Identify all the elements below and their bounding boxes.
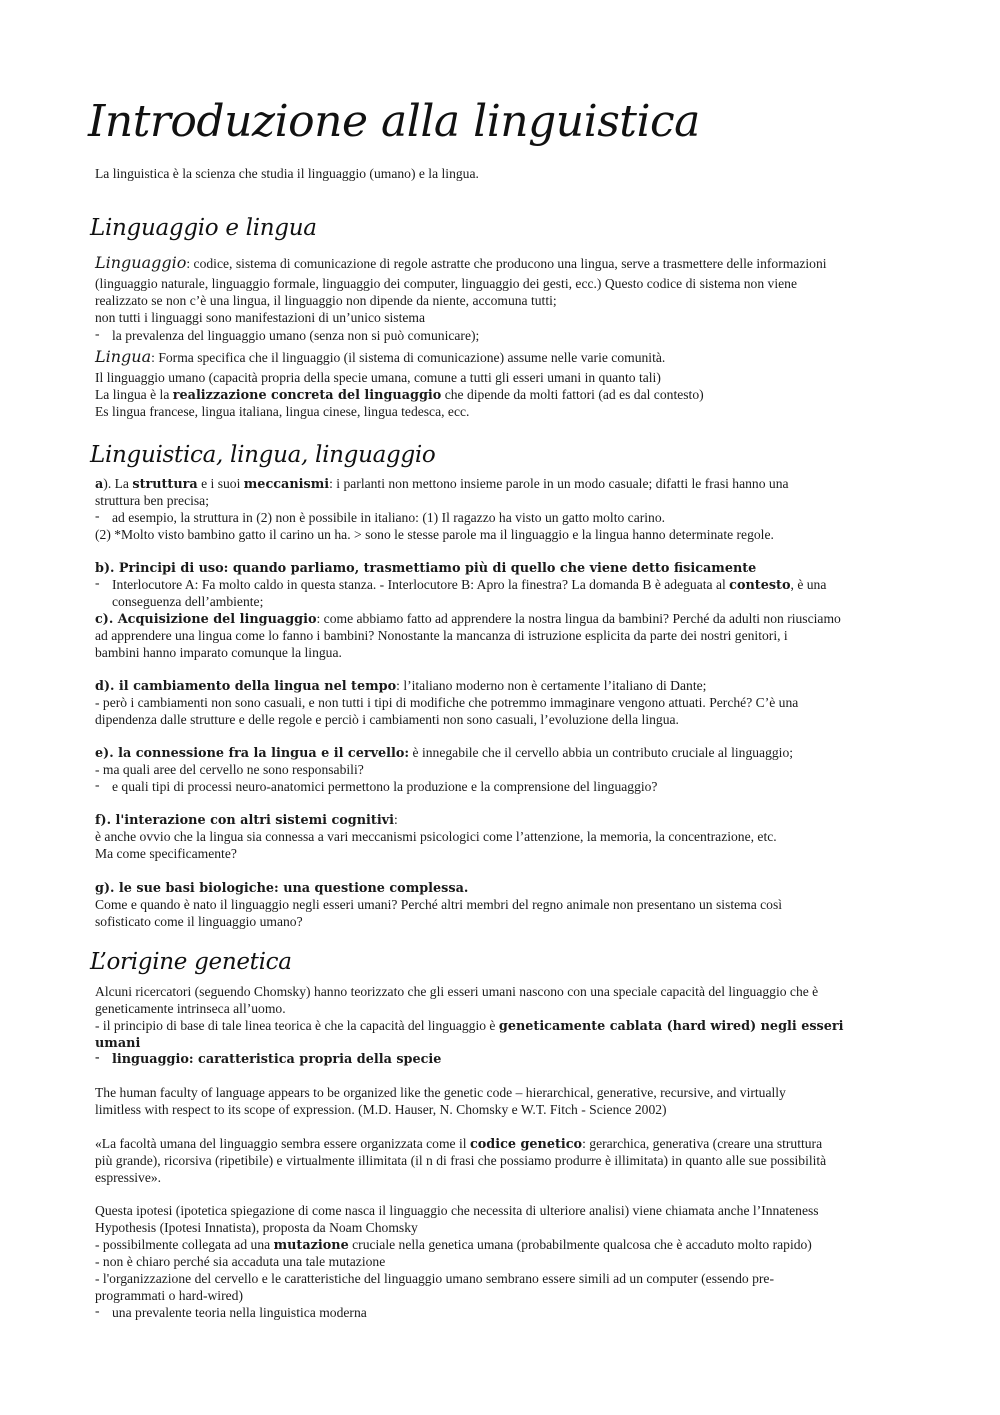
paragraph-line: (linguaggio naturale, linguaggio formale, linguaggio dei computer, linguaggio dei gesti, ecc.) Questo codice di sistema non viene: [95, 276, 797, 291]
paragraph-line: - però i cambiamenti non sono casuali, e non tutti i tipi di modifiche che potremmo immaginare vengono attuati. Perché? C’è una: [95, 695, 799, 710]
bullet-text: Interlocutore A: Fa molto caldo in questa stanza. - Interlocutore B: Apro la finestra? La domanda B è adeguata al contesto, è una: [112, 577, 827, 593]
paragraph-line: più grande), ricorsiva (ripetibile) e virtualmente illimitata (il n di frasi che possiamo produrre è illimitata) in quanto alle sue possibilità: [95, 1153, 827, 1168]
paragraph-line: Il linguaggio umano (capacità propria della specie umana, comune a tutti gli esseri umani in quanto tali): [95, 370, 661, 385]
section-heading-origine-genetica: L’origine genetica: [90, 949, 292, 975]
paragraph-line: Hypothesis (Ipotesi Innatista), proposta da Noam Chomsky: [95, 1220, 418, 1235]
paragraph-line: - ma quali aree del cervello ne sono responsabili?: [95, 762, 364, 777]
paragraph-line: non tutti i linguaggi sono manifestazioni di un’unico sistema: [95, 310, 425, 325]
intro-text: La linguistica è la scienza che studia il linguaggio (umano) e la lingua.: [95, 166, 479, 181]
bullet-dash: -: [95, 1303, 100, 1318]
bullet-text: e quali tipi di processi neuro-anatomici permettono la produzione e la comprensione del linguaggio?: [112, 779, 658, 794]
paragraph-line: - non è chiaro perché sia accaduta una tale mutazione: [95, 1254, 386, 1269]
paragraph-line: Es lingua francese, lingua italiana, lingua cinese, lingua tedesca, ecc.: [95, 404, 470, 419]
bullet-text: linguaggio: caratteristica propria della specie: [112, 1052, 442, 1067]
paragraph-line: The human faculty of language appears to be organized like the genetic code – hierarchical, generative, recursive, and virtually: [95, 1085, 786, 1100]
bullet-dash: -: [95, 777, 100, 792]
paragraph-line: - il principio di base di tale linea teorica è che la capacità del linguaggio è geneticamente cablata (hard wired) negli esseri: [95, 1018, 844, 1034]
paragraph-line: b). Principi di uso: quando parliamo, trasmettiamo più di quello che viene detto fisicamente: [95, 561, 757, 576]
paragraph-line: «La facoltà umana del linguaggio sembra essere organizzata come il codice genetico: gerarchica, generativa (creare una struttura: [95, 1136, 823, 1152]
paragraph-line: Lingua: Forma specifica che il linguaggio (il sistema di comunicazione) assume nelle varie comunità.: [95, 347, 666, 366]
paragraph-line: ad apprendere una lingua come lo fanno i bambini? Nonostante la mancanza di istruzione esplicita da parte dei nostri genitori, i: [95, 628, 788, 643]
section-heading-linguistica: Linguistica, lingua, linguaggio: [90, 442, 436, 468]
bullet-text: ad esempio, la struttura in (2) non è possibile in italiano: (1) Il ragazzo ha visto un gatto molto carino.: [112, 510, 666, 525]
paragraph-line: d). il cambiamento della lingua nel tempo: l’italiano moderno non è certamente l’italiano di Dante;: [95, 678, 707, 694]
bullet-dash: -: [95, 575, 100, 590]
paragraph-line: bambini hanno imparato comunque la lingua.: [95, 645, 342, 660]
paragraph-line: programmati o hard-wired): [95, 1288, 243, 1303]
bullet-dash: -: [95, 1049, 100, 1064]
bullet-dash: -: [95, 326, 100, 341]
paragraph-line: c). Acquisizione del linguaggio: come abbiamo fatto ad apprendere la nostra lingua da bambini? Perché da adulti non riusciamo: [95, 611, 841, 627]
paragraph-line: (2) *Molto visto bambino gatto il carino un ha. > sono le stesse parole ma il linguaggio e la lingua hanno determinate regole.: [95, 527, 774, 542]
paragraph-line: dipendenza dalle strutture e delle regole e perciò i cambiamenti non sono casuali, l’evoluzione della lingua.: [95, 712, 679, 727]
paragraph-line: - l'organizzazione del cervello e le caratteristiche del linguaggio umano sembrano essere simili ad un computer (essendo pre-: [95, 1271, 774, 1286]
paragraph-line: struttura ben precisa;: [95, 493, 209, 508]
bullet-text: una prevalente teoria nella linguistica moderna: [112, 1305, 367, 1320]
paragraph-line: umani: [95, 1036, 141, 1051]
section-heading-linguaggio-lingua: Linguaggio e lingua: [90, 215, 317, 241]
paragraph-line: Alcuni ricercatori (seguendo Chomsky) hanno teorizzato che gli esseri umani nascono con una speciale capacità del linguaggio che è: [95, 984, 819, 999]
bullet-text: conseguenza dell’ambiente;: [112, 594, 264, 609]
paragraph-line: è anche ovvio che la lingua sia connessa a vari meccanismi psicologici come l’attenzione, la memoria, la concentrazione, etc.: [95, 829, 777, 844]
term-lingua: Lingua: [95, 347, 152, 366]
page-title: Introduzione alla linguistica: [88, 96, 700, 147]
paragraph-line: limitless with respect to its scope of expression. (M.D. Hauser, N. Chomsky e W.T. Fitch - Science 2002): [95, 1102, 667, 1117]
paragraph-line: Questa ipotesi (ipotetica spiegazione di come nasca il linguaggio che necessita di ulteriore analisi) viene chiamata anche l’Innateness: [95, 1203, 819, 1218]
paragraph-line: g). le sue basi biologiche: una questione complessa.: [95, 881, 469, 896]
paragraph-line: e). la connessione fra la lingua e il cervello: è innegabile che il cervello abbia un contributo cruciale al linguaggio;: [95, 745, 794, 761]
paragraph-line: Come e quando è nato il linguaggio negli esseri umani? Perché altri membri del regno animale non presentano un sistema così: [95, 897, 783, 912]
paragraph-line: f). l'interazione con altri sistemi cognitivi:: [95, 812, 398, 828]
paragraph-line: La lingua è la realizzazione concreta del linguaggio che dipende da molti fattori (ad es dal contesto): [95, 387, 704, 403]
paragraph-line: Linguaggio: codice, sistema di comunicazione di regole astratte che producono una lingua, serve a trasmettere delle informazioni: [95, 253, 827, 272]
bullet-text: la prevalenza del linguaggio umano (senza non si può comunicare);: [112, 328, 480, 343]
paragraph-line: Ma come specificamente?: [95, 846, 237, 861]
term-linguaggio: Linguaggio: [95, 253, 187, 272]
paragraph-line: a). La struttura e i suoi meccanismi: i parlanti non mettono insieme parole in un modo casuale; difatti le frasi hanno una: [95, 476, 789, 492]
paragraph-line: espressive».: [95, 1170, 162, 1185]
bullet-dash: -: [95, 508, 100, 523]
paragraph-line: sofisticato come il linguaggio umano?: [95, 914, 303, 929]
paragraph-line: - possibilmente collegata ad una mutazione cruciale nella genetica umana (probabilmente qualcosa che è accaduto molto rapido): [95, 1237, 812, 1253]
paragraph-line: geneticamente intrinseca all’uomo.: [95, 1001, 286, 1016]
paragraph-line: realizzato se non c’è una lingua, il linguaggio non dipende da niente, accomuna tutti;: [95, 293, 557, 308]
